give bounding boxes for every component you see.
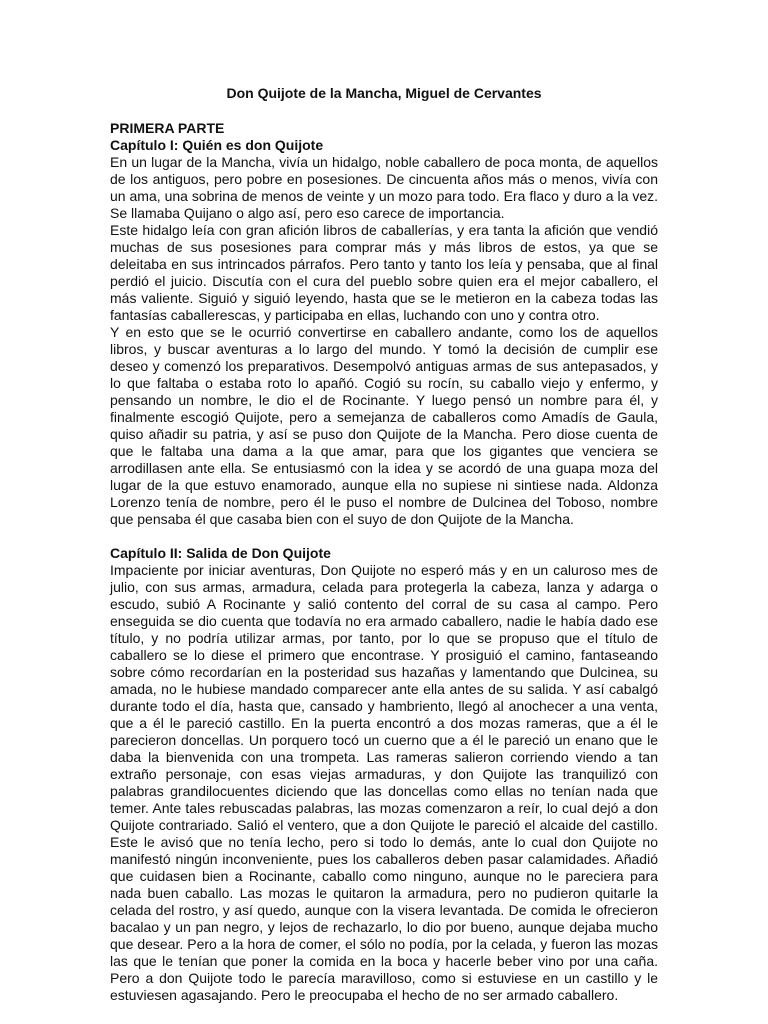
chapter-2-title: Capítulo II: Salida de Don Quijote (110, 545, 331, 561)
chapter-1-paragraph-2: Este hidalgo leía con gran afición libros de caballerías, y era tanta la afición que vendió muchas de sus posesiones para comprar más y más libros de estos, ya que se deleitaba en sus intrincados párrafos. Pero tanto y tanto los leía y pensaba, que al final perdió el juicio. Discutía con el cura del pueblo sobre quien era el mejor caballero, el más valiente. Siguió y siguió leyendo, hasta que se le metieron en la cabeza todas las fantasías caballerescas, y participaba en ellas, luchando con uno y contra otro. (110, 222, 658, 323)
chapter-1-paragraph-3: Y en esto que se le ocurrió convertirse en caballero andante, como los de aquellos libros, y buscar aventuras a lo largo del mundo. Y tomó la decisión de cumplir ese deseo y comenzó los preparativos. Desempolvó antiguas armas de sus antepasados, y lo que faltaba o estaba roto lo apañó. Cogió su rocín, su caballo viejo y enfermo, y pensando un nombre, le dio el de Rocinante. Y luego pensó un nombre para él, y finalmente escogió Quijote, pero a semejanza de caballeros como Amadís de Gaula, quiso añadir su patria, y así se puso don Quijote de la Mancha. Pero diose cuenta de que le faltaba una dama a la que amar, para que los gigantes que venciera se arrodillasen ante ella. Se entusiasmó con la idea y se acordó de una guapa moza del lugar de la que estuvo enamorado, aunque ella no supiese ni sintiese nada. Aldonza Lorenzo tenía de nombre, pero él le puso el nombre de Dulcinea del Toboso, nombre que pensaba él que casaba bien con el suyo de don Quijote de la Mancha. (110, 324, 658, 527)
chapter-1-title: Capítulo I: Quién es don Quijote (110, 137, 324, 153)
chapter-2 (110, 545, 658, 1004)
document-title: Don Quijote de la Mancha, Miguel de Cervantes (226, 85, 542, 101)
part-title: PRIMERA PARTE (110, 120, 225, 136)
document-page (110, 84, 658, 1021)
chapter-2-paragraph-1: Impaciente por iniciar aventuras, Don Quijote no esperó más y en un caluroso mes de julio, con sus armas, armadura, celada para protegerla la cabeza, lanza y adarga o escudo, subió A Rocinante y salió contento del corral de su casa al campo. Pero enseguida se dio cuenta que todavía no era armado caballero, nadie le había dado ese título, y no podría utilizar armas, por tanto, por lo que se propuso que el título de caballero se lo diese el primero que encontrase. Y prosiguió el camino, fantaseando sobre cómo recordarían en la posteridad sus hazañas y lamentando que Dulcinea, su amada, no le hubiese mandado comparecer ante ella antes de su salida. Y así cabalgó durante todo el día, hasta que, cansado y hambriento, llegó al anochecer a una venta, que a él le pareció castillo. En la puerta encontró a dos mozas rameras, que a él le parecieron doncellas. Un porquero tocó un cuerno que a él le pareció un enano que le daba la bienvenida con una trompeta. Las rameras salieron corriendo viendo a tan extraño personaje, con esas viejas armaduras, y don Quijote las tranquilizó con palabras grandilocuentes diciendo que las doncellas como ellas no tenían nada que temer. Ante tales rebuscadas palabras, las mozas comenzaron a reír, lo cual dejó a don Quijote contrariado. Salió el ventero, que a don Quijote le pareció el alcaide del castillo. Este le avisó que no tenía lecho, pero si todo lo demás, ante lo cual don Quijote no manifestó ningún inconveniente, pues los caballeros deben pasar calamidades. Añadió que cuidasen bien a Rocinante, caballo como ninguno, aunque no le pareciera para nada buen caballo. Las mozas le quitaron la armadura, pero no pudieron quitarle la celada del rostro, y así quedo, aunque con la visera levantada. De comida le ofrecieron bacalao y un pan negro, y lejos de rechazarlo, lo dio por bueno, aunque dejaba mucho que desear. Pero a la hora de comer, el sólo no podía, por la celada, y fueron las mozas las que le tenían que poner la comida en la boca y hacerle beber vino por una caña. Pero a don Quijote todo le parecía maravilloso, como si estuviese en un castillo y le estuviesen agasajando. Pero le preocupaba el hecho de no ser armado caballero. (110, 562, 658, 1003)
chapter-1 (110, 137, 658, 528)
chapter-1-paragraph-1: En un lugar de la Mancha, vivía un hidalgo, noble caballero de poca monta, de aquellos de los antiguos, pero pobre en posesiones. De cincuenta años más o menos, vivía con un ama, una sobrina de menos de veinte y un mozo para todo. Era flaco y duro a la vez. Se llamaba Quijano o algo así, pero eso carece de importancia. (110, 154, 658, 221)
